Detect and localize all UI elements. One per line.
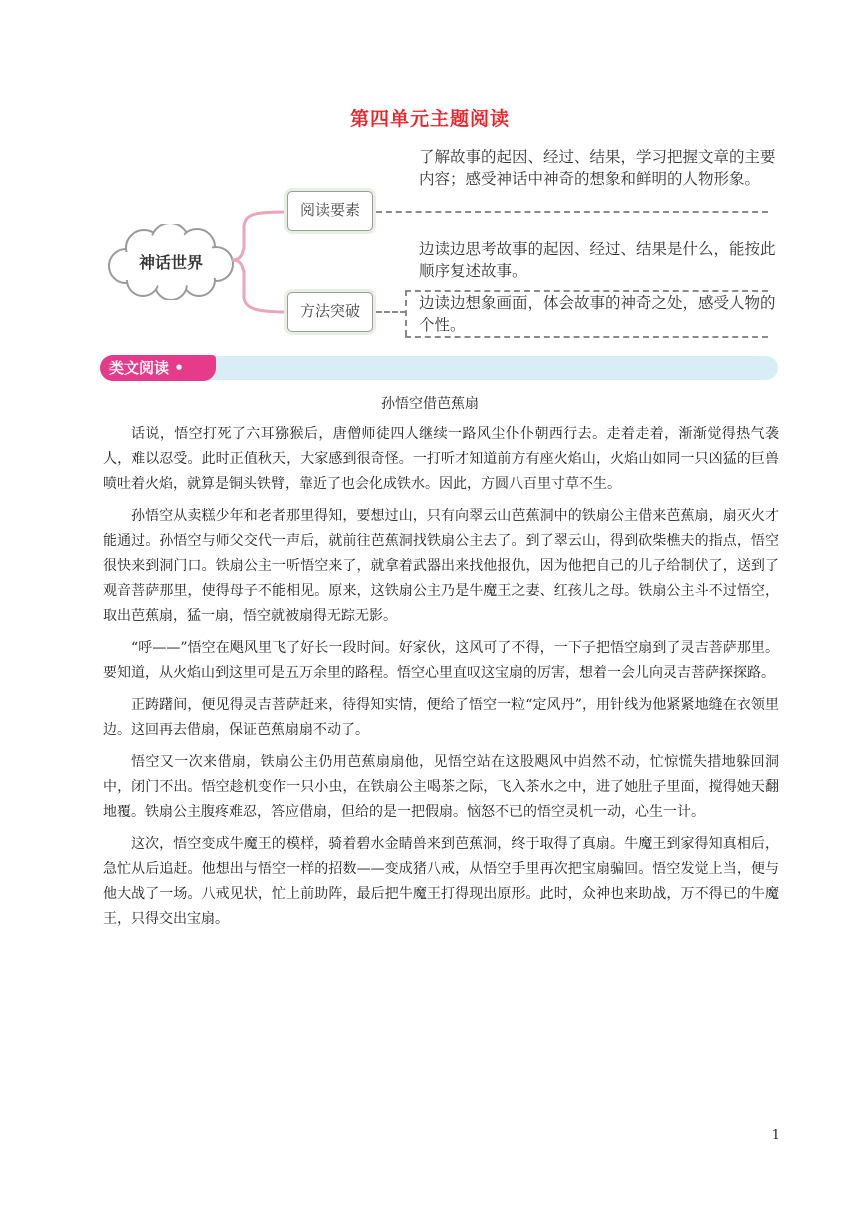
page-number: 1 [771, 1128, 780, 1143]
article-paragraph: 孙悟空从卖糕少年和老者那里得知，要想过山，只有向翠云山芭蕉洞中的铁扇公主借来芭蕉扇，扇灭火才能通过。孙悟空与师父交代一声后，就前往芭蕉洞找铁扇公主去了。到了翠云山，得到砍柴樵夫的指点，悟空很快来到洞门口。铁扇公主一听悟空来了，就拿着武器出来找他报仇，因为他把自己的儿子给制伏了，送到了观音菩萨那里，使得母子不能相见。原来，这铁扇公主乃是牛魔王之妻、红孩儿之母。铁扇公主斗不过悟空，取出芭蕉扇，猛一扇，悟空就被扇得无踪无影。 [103, 508, 779, 624]
dashed-line [376, 211, 768, 213]
mindmap-text-method-2: 边读边想象画面，体会故事的神奇之处，感受人物的个性。 [419, 294, 776, 334]
mindmap-connector [230, 200, 290, 320]
dashed-line [376, 311, 406, 313]
page-title: 第四单元主题阅读 [349, 108, 510, 130]
mindmap-branch-method: 方法突破 [287, 292, 373, 332]
article-paragraph: 这次，悟空变成牛魔王的模样，骑着碧水金睛兽来到芭蕉洞，终于取得了真扇。牛魔王到家得知真相后，急忙从后追赶。他想出与悟空一样的招数——变成猪八戒，从悟空手里再次把宝扇骗回。悟空发觉上当，便与他大战了一场。八戒见状，忙上前助阵，最后把牛魔王打得现出原形。此时，众神也来助战，万不得已的牛魔王，只得交出宝扇。 [103, 836, 779, 927]
mindmap-text-method-1: 边读边思考故事的起因、经过、结果是什么，能按此顺序复述故事。 [419, 240, 776, 280]
dashed-line [405, 290, 407, 336]
mindmap-text-reading: 了解故事的起因、经过、结果，学习把握文章的主要内容；感受神话中神奇的想象和鲜明的人物形象。 [419, 148, 776, 188]
article-paragraph: 正踌躇间，便见得灵吉菩萨赶来，待得知实情，便给了悟空一粒“定风丹”，用针线为他紧紧地缝在衣领里边。这回再去借扇，保证芭蕉扇扇不动了。 [103, 697, 779, 738]
mindmap-branch-reading: 阅读要素 [287, 191, 373, 231]
article-body [103, 422, 779, 939]
article-title: 孙悟空借芭蕉扇 [381, 396, 479, 412]
section-banner-label: 类文阅读 • [100, 355, 216, 381]
article-paragraph: “呼——”悟空在飓风里飞了好长一段时间。好家伙，这风可了不得，一下子把悟空扇到了灵吉菩萨那里。要知道，从火焰山到这里可是五万余里的路程。悟空心里直叹这宝扇的厉害，想着一会儿向灵吉菩萨探探路。 [103, 640, 779, 681]
dashed-line [405, 336, 768, 338]
article-paragraph: 话说，悟空打死了六耳猕猴后，唐僧师徒四人继续一路风尘仆仆朝西行去。走着走着，渐渐觉得热气袭人，难以忍受。此时正值秋天，大家感到很奇怪。一打听才知道前方有座火焰山，火焰山如同一只凶猛的巨兽喷吐着火焰，就算是铜头铁臂，靠近了也会化成铁水。因此，方圆八百里寸草不生。 [103, 426, 779, 492]
article-paragraph: 悟空又一次来借扇，铁扇公主仍用芭蕉扇扇他，见悟空站在这股飓风中岿然不动，忙惊慌失措地躲回洞中，闭门不出。悟空趁机变作一只小虫，在铁扇公主喝茶之际，飞入茶水之中，进了她肚子里面，搅得她天翻地覆。铁扇公主腹疼难忍，答应借扇，但给的是一把假扇。恼怒不已的悟空灵机一动，心生一计。 [103, 754, 779, 820]
mindmap-root: 神话世界 [138, 253, 203, 272]
